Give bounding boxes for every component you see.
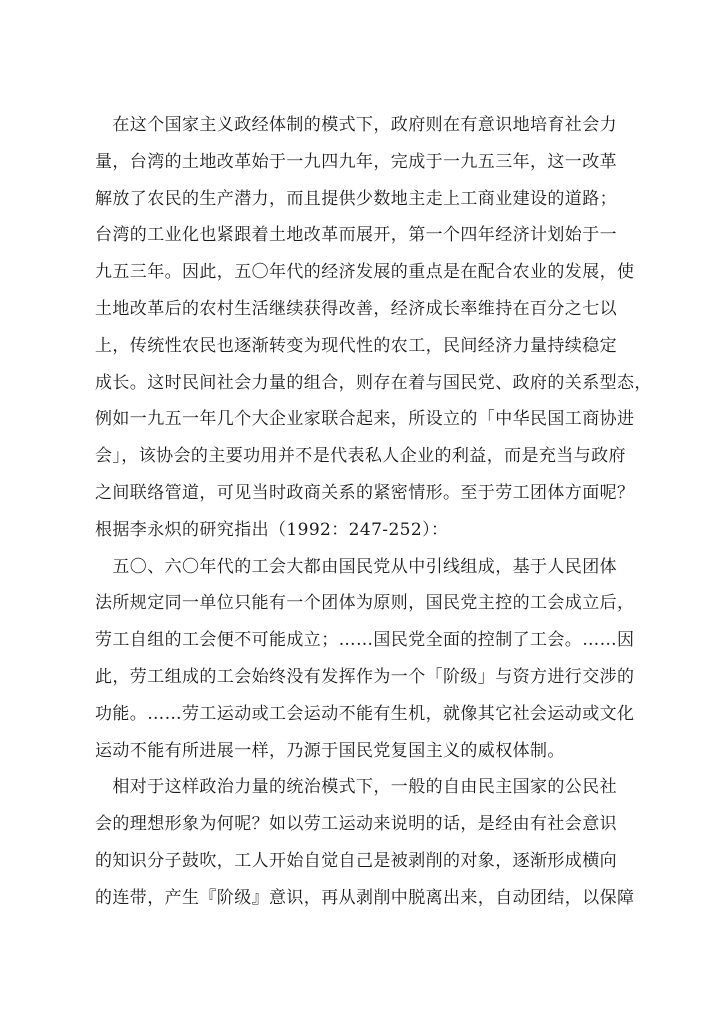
text-line: 土地改革后的农村生活继续获得改善，经济成长率维持在百分之七以 — [95, 298, 617, 319]
text-line: 在这个国家主义政经体制的模式下，政府则在有意识地培育社会力 — [95, 115, 617, 135]
quote-line: 法所规定同一单位只能有一个团体为原则，国民党主控的工会成立后， — [95, 593, 635, 614]
quote-line: 劳工自组的工会便不可能成立；……国民党全面的控制了工会。……因 — [95, 630, 635, 651]
body-text — [95, 107, 655, 917]
text-line: 的知识分子鼓吹，工人开始自觉自己是被剥削的对象，逐渐形成横向 — [95, 850, 617, 871]
text-line: 相对于这样政治力量的统治模式下，一般的自由民主国家的公民社 — [95, 777, 617, 798]
text-line: 根据李永炽的研究指出（1992：247-252）： — [95, 519, 449, 540]
text-line: 之间联络管道，可见当时政商关系的紧密情形。至于劳工团体方面呢？ — [95, 482, 635, 503]
text-line: 成长。这时民间社会力量的组合，则存在着与国民党、政府的关系型态， — [95, 372, 652, 393]
text-line: 例如一九五一年几个大企业家联合起来，所设立的「中华民国工商协进 — [95, 409, 635, 430]
quote-line: 五〇、六〇年代的工会大都由国民党从中引线组成，基于人民团体 — [95, 556, 617, 577]
text-line: 上，传统性农民也逐渐转变为现代性的农工，民间经济力量持续稳定 — [95, 335, 617, 356]
text-line: 台湾的工业化也紧跟着土地改革而展开，第一个四年经济计划始于一 — [95, 225, 617, 246]
quote-line: 此，劳工组成的工会始终没有发挥作为一个「阶级」与资方进行交涉的 — [95, 666, 635, 687]
quote-line: 功能。……劳工运动或工会运动不能有生机，就像其它社会运动或文化 — [95, 703, 635, 724]
text-line: 量，台湾的土地改革始于一九四九年，完成于一九五三年，这一改革 — [95, 151, 617, 172]
quote-line: 运动不能有所进展一样，乃源于国民党复国主义的威权体制。 — [95, 740, 565, 761]
text-line: 解放了农民的生产潜力，而且提供少数地主走上工商业建设的道路； — [95, 188, 617, 209]
text-line: 会」，该协会的主要功用并不是代表私人企业的利益，而是充当与政府 — [95, 446, 626, 467]
text-line: 会的理想形象为何呢？如以劳工运动来说明的话，是经由有社会意识 — [95, 814, 617, 835]
text-line: 九五三年。因此，五〇年代的经济发展的重点是在配合农业的发展，使 — [95, 262, 635, 283]
text-line: 的连带，产生『阶级』意识，再从剥削中脱离出来，自动团结，以保障 — [95, 887, 635, 908]
